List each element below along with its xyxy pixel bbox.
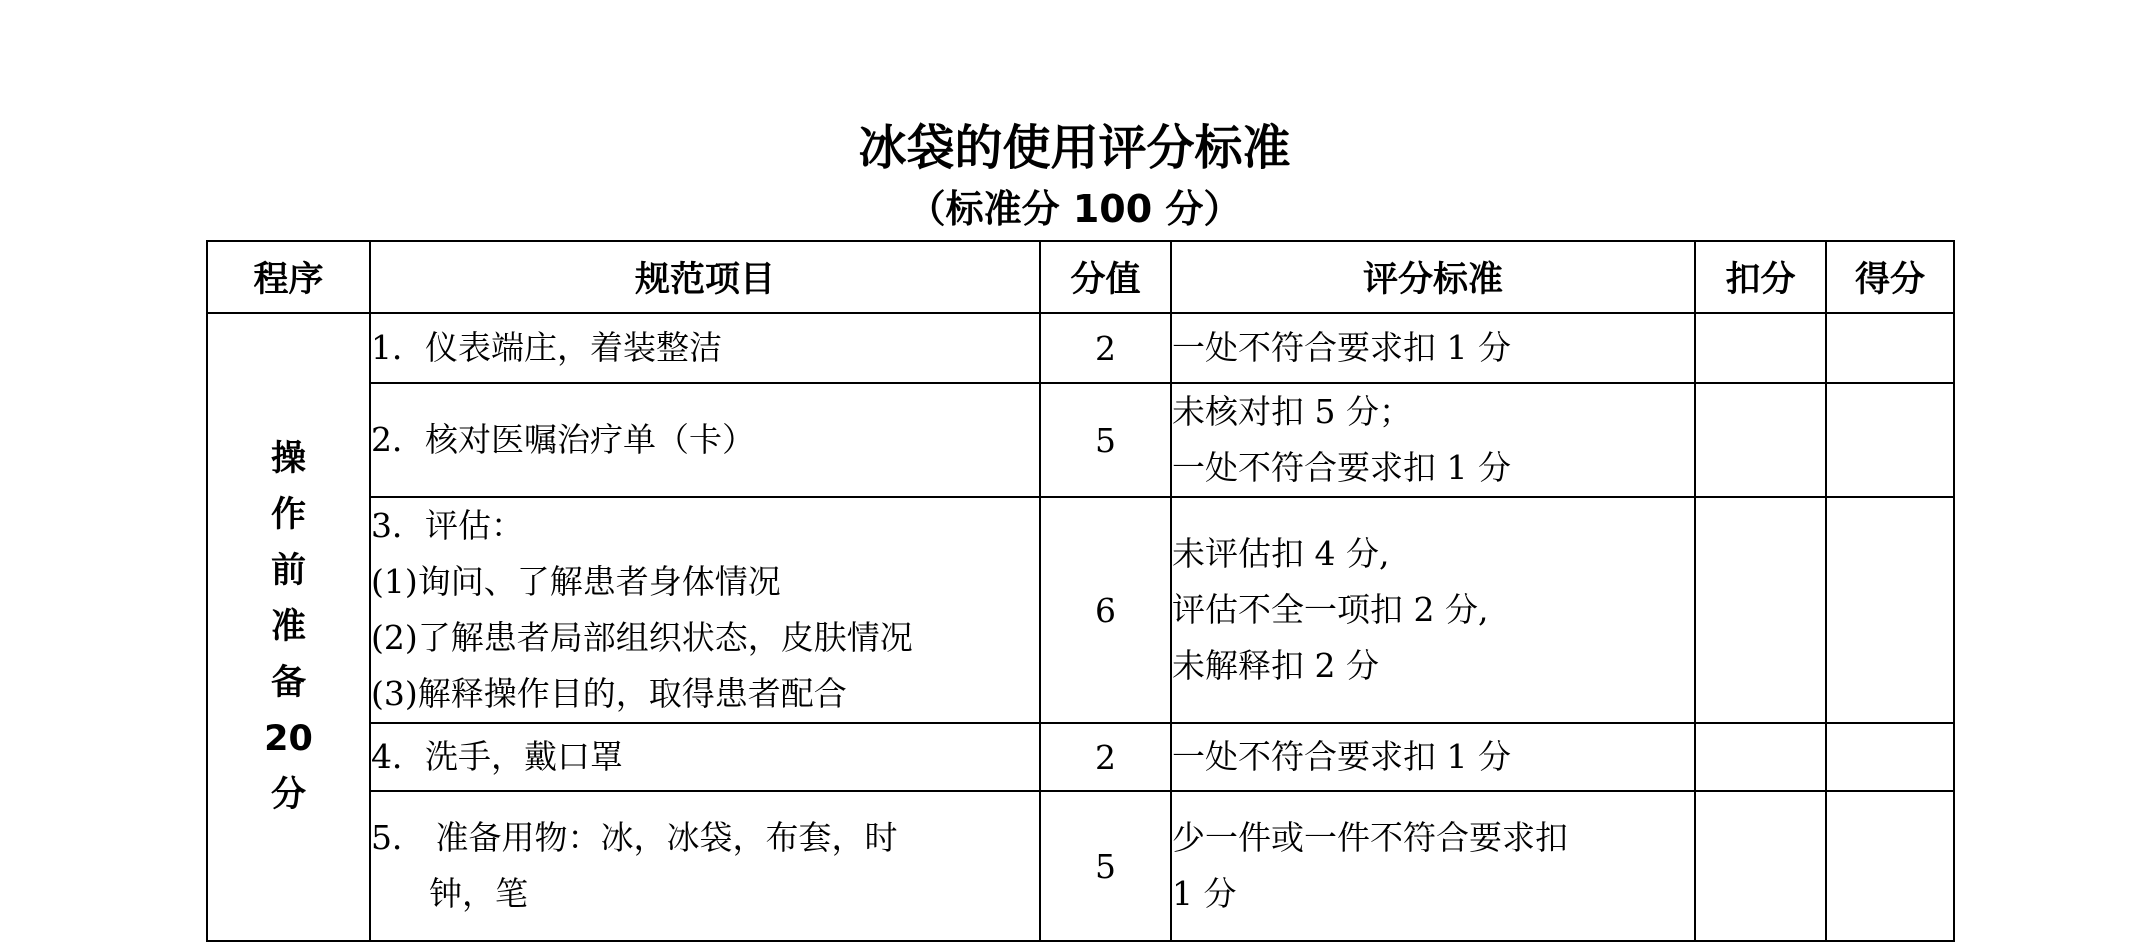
stage-char: 准 [270,607,306,647]
item-cell [370,383,1040,497]
header-row [207,241,1954,313]
deduction-cell[interactable] [1695,723,1826,791]
criteria-line: 1 分 [1172,874,1237,913]
criteria-line: 一处不符合要求扣 1 分 [1172,448,1511,487]
criteria-line: 评估不全一项扣 2 分, [1172,590,1489,629]
criteria-cell [1171,723,1695,791]
header-points: 分值 [1040,241,1171,313]
stage-char: 作 [270,495,306,535]
points-cell: 5 [1040,383,1171,497]
item-line: 1．仪表端庄，着装整洁 [371,328,722,367]
points-cell: 2 [1040,313,1171,383]
score-cell[interactable] [1826,313,1954,383]
item-line: 4．洗手，戴口罩 [371,737,623,776]
table-row [207,383,1954,497]
stage-char: 20 [264,719,313,759]
score-cell[interactable] [1826,791,1954,941]
table-row [207,497,1954,723]
item-line: 3．评估： [371,506,524,545]
document-subtitle: （标准分 100 分） [907,187,1242,231]
stage-char: 分 [270,775,306,815]
item-line: 5． 准备用物：冰，冰袋，布套，时 [371,818,898,857]
header-procedure: 程序 [207,241,370,313]
score-cell[interactable] [1826,497,1954,723]
points-cell: 6 [1040,497,1171,723]
deduction-cell[interactable] [1695,497,1826,723]
scoring-table [206,240,1955,942]
deduction-cell[interactable] [1695,313,1826,383]
deduction-cell[interactable] [1695,383,1826,497]
criteria-cell [1171,313,1695,383]
item-line: 2．核对医嘱治疗单（卡） [371,420,755,459]
item-cell [370,791,1040,941]
points-cell: 2 [1040,723,1171,791]
item-line: (1)询问、了解患者身体情况 [371,562,781,601]
table-row [207,791,1954,941]
score-cell[interactable] [1826,723,1954,791]
item-cell [370,723,1040,791]
criteria-line: 少一件或一件不符合要求扣 [1172,818,1568,857]
document-title: 冰袋的使用评分标准 [858,120,1291,176]
header-score: 得分 [1826,241,1954,313]
item-line: 钟，笔 [429,874,528,913]
deduction-cell[interactable] [1695,791,1826,941]
criteria-cell [1171,497,1695,723]
criteria-line: 未核对扣 5 分； [1172,392,1412,431]
criteria-cell [1171,383,1695,497]
header-deduction: 扣分 [1695,241,1826,313]
table-row [207,313,1954,383]
points-cell: 5 [1040,791,1171,941]
criteria-line: 一处不符合要求扣 1 分 [1172,737,1511,776]
score-cell[interactable] [1826,383,1954,497]
header-criteria: 评分标准 [1171,241,1695,313]
item-cell [370,497,1040,723]
item-line: (3)解释操作目的，取得患者配合 [371,674,847,713]
table-row [207,723,1954,791]
criteria-line: 一处不符合要求扣 1 分 [1172,328,1511,367]
criteria-line: 未解释扣 2 分 [1172,646,1379,685]
header-item: 规范项目 [370,241,1040,313]
stage-cell-preparation [207,313,370,941]
criteria-line: 未评估扣 4 分, [1172,534,1390,573]
stage-char: 备 [270,663,306,703]
item-line: (2)了解患者局部组织状态，皮肤情况 [371,618,913,657]
stage-char: 前 [270,551,306,591]
stage-char: 操 [270,439,306,479]
criteria-cell [1171,791,1695,941]
item-cell [370,313,1040,383]
